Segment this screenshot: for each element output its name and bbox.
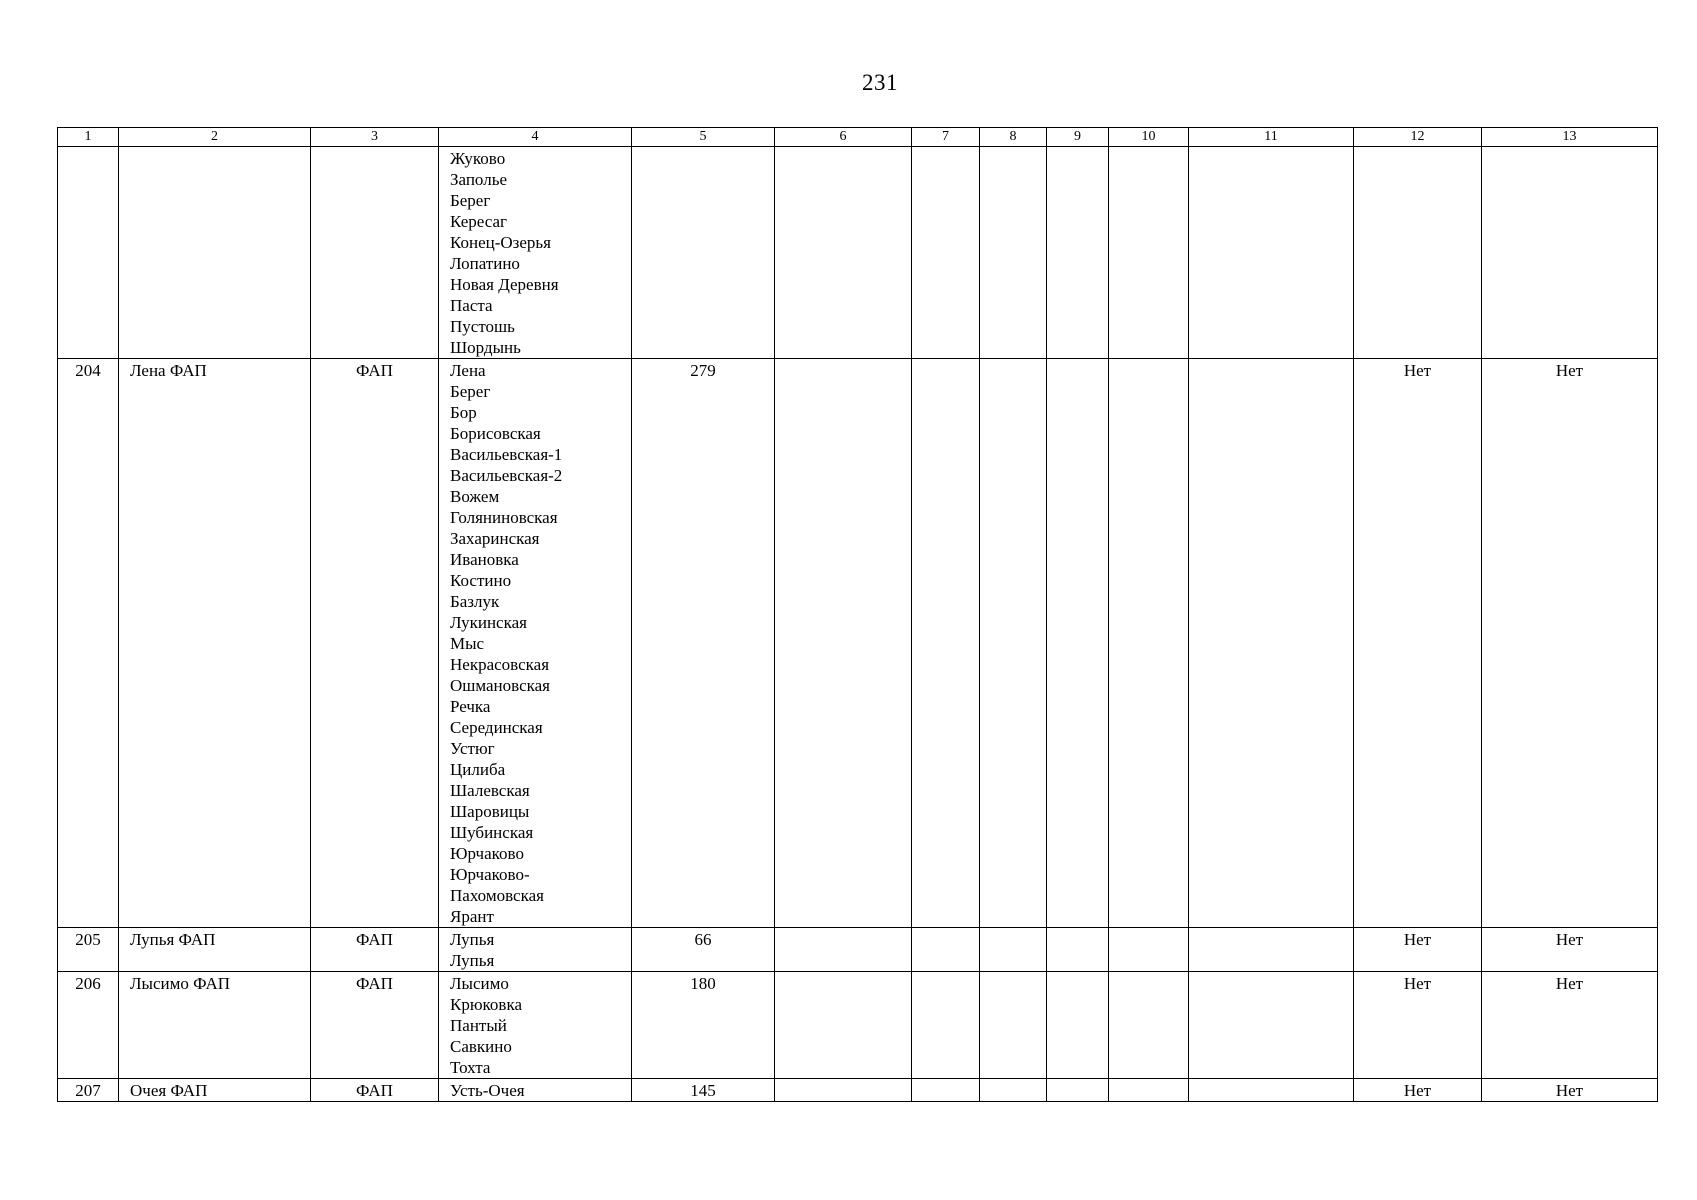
empty-cell-col-7 bbox=[912, 147, 980, 359]
empty-cell-col-6 bbox=[775, 359, 912, 928]
settlement-name: Пантый bbox=[450, 1016, 507, 1035]
facility-name-cell: Очея ФАП bbox=[119, 1079, 311, 1102]
settlements-cell bbox=[439, 147, 632, 359]
empty-cell-col-11 bbox=[1189, 147, 1354, 359]
column-header: 1 bbox=[58, 128, 119, 147]
col-13-cell: Нет bbox=[1482, 359, 1658, 928]
col-13-cell bbox=[1482, 147, 1658, 359]
settlements-cell bbox=[439, 359, 632, 928]
column-header: 3 bbox=[311, 128, 439, 147]
settlement-name: Серединская bbox=[450, 718, 543, 737]
column-header: 10 bbox=[1109, 128, 1189, 147]
settlement-name: Некрасовская bbox=[450, 655, 550, 674]
empty-cell-col-10 bbox=[1109, 359, 1189, 928]
page-number: 231 bbox=[862, 70, 898, 95]
empty-cell-col-6 bbox=[775, 928, 912, 972]
facilities-table bbox=[57, 127, 1658, 1102]
settlement-name: Борисовская bbox=[450, 424, 541, 443]
empty-cell-col-7 bbox=[912, 928, 980, 972]
settlement-name: Шаровицы bbox=[450, 802, 530, 821]
empty-cell-col-9 bbox=[1047, 972, 1109, 1079]
settlement-name: Берег bbox=[450, 191, 491, 210]
table-body bbox=[58, 147, 1658, 1102]
settlement-name: Речка bbox=[450, 697, 491, 716]
settlement-name: Юрчаково- bbox=[450, 865, 530, 884]
empty-cell-col-8 bbox=[980, 1079, 1047, 1102]
settlement-name: Лопатино bbox=[450, 254, 520, 273]
row-number-cell: 207 bbox=[58, 1079, 119, 1102]
settlement-name: Голяниновская bbox=[450, 508, 558, 527]
population-cell: 66 bbox=[632, 928, 775, 972]
settlement-name: Цилиба bbox=[450, 760, 506, 779]
col-13-cell: Нет bbox=[1482, 1079, 1658, 1102]
population-cell: 180 bbox=[632, 972, 775, 1079]
settlement-name: Васильевская-2 bbox=[450, 466, 563, 485]
empty-cell-col-11 bbox=[1189, 1079, 1354, 1102]
settlement-name: Крюковка bbox=[450, 995, 523, 1014]
empty-cell-col-7 bbox=[912, 359, 980, 928]
empty-cell-col-10 bbox=[1109, 972, 1189, 1079]
population-cell bbox=[632, 147, 775, 359]
settlement-name: Вожем bbox=[450, 487, 500, 506]
facility-name-cell: Лена ФАП bbox=[119, 359, 311, 928]
settlement-name: Пустошь bbox=[450, 317, 515, 336]
column-header: 5 bbox=[632, 128, 775, 147]
empty-cell-col-7 bbox=[912, 972, 980, 1079]
empty-cell-col-11 bbox=[1189, 359, 1354, 928]
col-12-cell: Нет bbox=[1354, 972, 1482, 1079]
empty-cell-col-8 bbox=[980, 147, 1047, 359]
settlement-name: Ошмановская bbox=[450, 676, 550, 695]
column-header: 7 bbox=[912, 128, 980, 147]
empty-cell-col-6 bbox=[775, 147, 912, 359]
settlement-name: Паста bbox=[450, 296, 493, 315]
settlement-name: Юрчаково bbox=[450, 844, 524, 863]
column-header: 13 bbox=[1482, 128, 1658, 147]
settlement-name: Шубинская bbox=[450, 823, 534, 842]
settlements-cell bbox=[439, 928, 632, 972]
facility-name-cell: Лысимо ФАП bbox=[119, 972, 311, 1079]
empty-cell-col-10 bbox=[1109, 928, 1189, 972]
settlement-name: Тохта bbox=[450, 1058, 491, 1077]
settlement-name: Лупья bbox=[450, 951, 495, 970]
col-12-cell: Нет bbox=[1354, 359, 1482, 928]
population-cell: 279 bbox=[632, 359, 775, 928]
settlement-name: Усть-Очея bbox=[450, 1081, 525, 1100]
facility-type-cell: ФАП bbox=[311, 359, 439, 928]
row-number-cell: 205 bbox=[58, 928, 119, 972]
column-header: 11 bbox=[1189, 128, 1354, 147]
empty-cell-col-8 bbox=[980, 359, 1047, 928]
row-number-cell: 204 bbox=[58, 359, 119, 928]
settlement-name: Лена bbox=[450, 361, 486, 380]
settlement-name: Васильевская-1 bbox=[450, 445, 563, 464]
settlement-name: Базлук bbox=[450, 592, 500, 611]
settlement-name: Пахомовская bbox=[450, 886, 544, 905]
facility-type-cell: ФАП bbox=[311, 928, 439, 972]
table-row bbox=[58, 147, 1658, 359]
settlement-name: Лукинская bbox=[450, 613, 527, 632]
column-number-row bbox=[58, 128, 1658, 147]
empty-cell-col-6 bbox=[775, 1079, 912, 1102]
empty-cell-col-11 bbox=[1189, 972, 1354, 1079]
empty-cell-col-10 bbox=[1109, 1079, 1189, 1102]
column-header: 4 bbox=[439, 128, 632, 147]
settlement-name: Заполье bbox=[450, 170, 507, 189]
settlement-name: Конец-Озерья bbox=[450, 233, 552, 252]
column-header: 9 bbox=[1047, 128, 1109, 147]
settlements-cell bbox=[439, 972, 632, 1079]
settlement-name: Ярант bbox=[450, 907, 494, 926]
facility-type-cell: ФАП bbox=[311, 1079, 439, 1102]
facility-name-cell: Лупья ФАП bbox=[119, 928, 311, 972]
settlement-name: Захаринская bbox=[450, 529, 540, 548]
settlement-name: Савкино bbox=[450, 1037, 512, 1056]
empty-cell-col-9 bbox=[1047, 928, 1109, 972]
col-13-cell: Нет bbox=[1482, 972, 1658, 1079]
settlement-name: Берег bbox=[450, 382, 491, 401]
column-header: 12 bbox=[1354, 128, 1482, 147]
facility-type-cell: ФАП bbox=[311, 972, 439, 1079]
settlement-name: Лысимо bbox=[450, 974, 509, 993]
population-cell: 145 bbox=[632, 1079, 775, 1102]
settlement-name: Мыс bbox=[450, 634, 485, 653]
empty-cell-col-7 bbox=[912, 1079, 980, 1102]
col-12-cell: Нет bbox=[1354, 928, 1482, 972]
settlement-name: Новая Деревня bbox=[450, 275, 559, 294]
empty-cell-col-6 bbox=[775, 972, 912, 1079]
table-row bbox=[58, 359, 1658, 928]
empty-cell-col-9 bbox=[1047, 147, 1109, 359]
row-number-cell bbox=[58, 147, 119, 359]
settlement-name: Устюг bbox=[450, 739, 495, 758]
settlement-name: Костино bbox=[450, 571, 512, 590]
column-header: 2 bbox=[119, 128, 311, 147]
col-12-cell bbox=[1354, 147, 1482, 359]
facility-name-cell bbox=[119, 147, 311, 359]
empty-cell-col-11 bbox=[1189, 928, 1354, 972]
facility-type-cell bbox=[311, 147, 439, 359]
col-12-cell: Нет bbox=[1354, 1079, 1482, 1102]
empty-cell-col-9 bbox=[1047, 1079, 1109, 1102]
settlement-name: Лупья bbox=[450, 930, 495, 949]
settlements-cell bbox=[439, 1079, 632, 1102]
table-row bbox=[58, 1079, 1658, 1102]
row-number-cell: 206 bbox=[58, 972, 119, 1079]
empty-cell-col-8 bbox=[980, 928, 1047, 972]
empty-cell-col-8 bbox=[980, 972, 1047, 1079]
empty-cell-col-10 bbox=[1109, 147, 1189, 359]
col-13-cell: Нет bbox=[1482, 928, 1658, 972]
empty-cell-col-9 bbox=[1047, 359, 1109, 928]
settlement-name: Ивановка bbox=[450, 550, 519, 569]
settlement-name: Шалевская bbox=[450, 781, 530, 800]
settlement-name: Жуково bbox=[450, 149, 506, 168]
table-row bbox=[58, 928, 1658, 972]
settlement-name: Кересаг bbox=[450, 212, 507, 231]
column-header: 6 bbox=[775, 128, 912, 147]
table-row bbox=[58, 972, 1658, 1079]
settlement-name: Бор bbox=[450, 403, 477, 422]
column-header: 8 bbox=[980, 128, 1047, 147]
settlement-name: Шордынь bbox=[450, 338, 521, 357]
